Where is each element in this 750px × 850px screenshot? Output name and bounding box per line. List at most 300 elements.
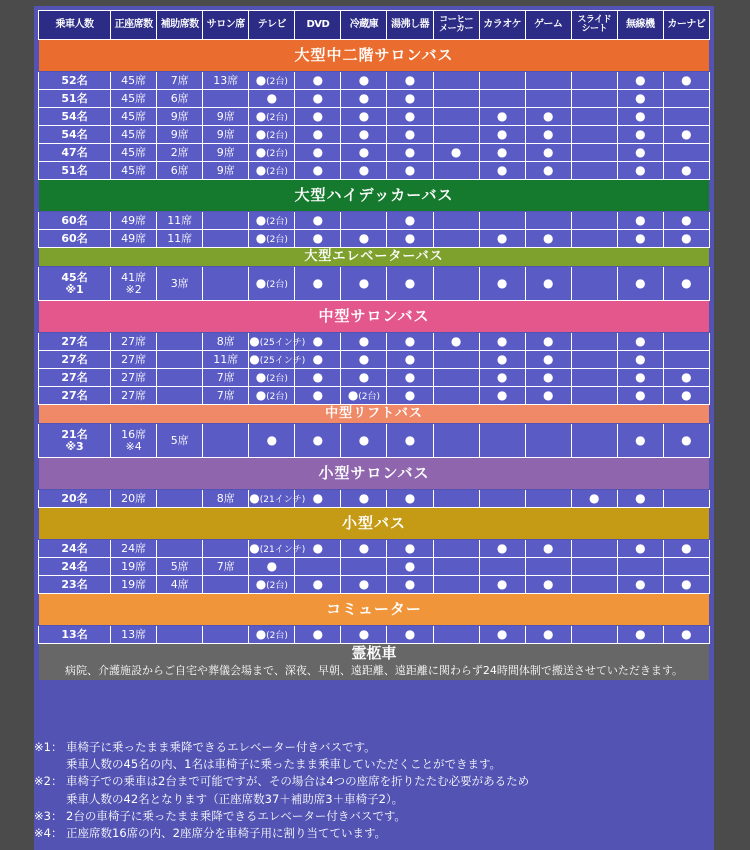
available-dot-icon: ● [312,627,324,642]
table-cell: 11席 [203,351,249,369]
table-cell [571,108,617,126]
table-cell [571,626,617,644]
table-cell [249,333,306,351]
column-header: 補助席数 [157,11,203,40]
table-cell [433,267,479,301]
table-cell [525,90,571,108]
table-cell [663,162,709,180]
table-cell [525,558,571,576]
section-title: 大型中二階サロンバス [39,40,710,72]
table-cell [433,333,479,351]
table-cell [571,369,617,387]
table-cell [387,351,433,369]
table-cell [433,72,479,90]
cell-note: (2台) [266,76,288,87]
table-cell [433,540,479,558]
table-cell [663,387,709,405]
table-cell: 51名 [39,162,111,180]
table-cell [433,212,479,230]
table-cell [479,72,525,90]
available-dot-icon: ● [358,231,370,246]
available-dot-icon: ● [635,213,646,228]
available-dot-icon: ● [404,491,416,506]
table-cell [571,490,617,508]
table-cell [203,90,249,108]
table-cell [571,387,617,405]
table-cell [203,424,249,458]
table-cell [663,212,709,230]
table-cell [433,90,479,108]
available-dot-icon: ● [255,212,267,227]
available-dot-icon: ● [312,145,324,160]
available-dot-icon: ● [681,213,692,228]
table-cell [341,540,387,558]
available-dot-icon: ● [255,275,267,290]
table-cell [617,626,663,644]
available-dot-icon: ● [358,91,370,106]
table-cell [295,387,341,405]
available-dot-icon: ● [681,541,692,556]
table-cell [433,144,479,162]
table-cell [433,230,479,248]
table-cell [249,230,295,248]
column-header: 湯沸し器 [387,11,433,40]
column-header: 冷蔵庫 [341,11,387,40]
table-cell [571,72,617,90]
cell-note: (21インチ) [259,544,306,555]
cell-note: (2台) [266,630,288,641]
table-cell [571,162,617,180]
bus-spec-panel [34,6,714,850]
column-header: スライド シート [571,11,617,40]
table-row [39,126,710,144]
table-cell [157,369,203,387]
footnote-text: 車椅子に乗ったまま乗降できるエレベーター付きバスです。 [66,740,376,754]
table-cell: 19席 [111,576,157,594]
available-dot-icon: ● [312,370,324,385]
available-dot-icon: ● [635,491,646,506]
available-dot-icon: ● [635,433,646,448]
table-cell [525,540,571,558]
cell-note: (25インチ) [259,355,306,366]
table-cell [479,387,525,405]
available-dot-icon: ● [542,577,554,592]
table-cell [249,108,295,126]
available-dot-icon: ● [542,163,554,178]
table-cell: 41席 ※2 [111,267,157,301]
table-cell [525,424,571,458]
available-dot-icon: ● [255,387,267,402]
table-cell: 27名 [39,369,111,387]
table-cell [663,72,709,90]
table-cell [479,369,525,387]
table-row [39,626,710,644]
available-dot-icon: ● [681,577,692,592]
available-dot-icon: ● [681,276,692,291]
available-dot-icon: ● [635,352,646,367]
table-cell [249,490,306,508]
cell-note: (25インチ) [259,337,306,348]
table-cell: 60名 [39,212,111,230]
available-dot-icon: ● [312,231,324,246]
table-row [39,267,710,301]
available-dot-icon: ● [635,577,646,592]
available-dot-icon: ● [404,163,416,178]
table-cell [249,162,295,180]
available-dot-icon: ● [542,370,554,385]
section-header [39,40,710,72]
available-dot-icon: ● [635,627,646,642]
available-dot-icon: ● [358,127,370,142]
available-dot-icon: ● [312,91,324,106]
available-dot-icon: ● [681,73,692,88]
cell-note: (2台) [358,391,381,402]
available-dot-icon: ● [255,72,267,87]
table-cell: 20名 [39,490,111,508]
available-dot-icon: ● [255,369,267,384]
table-cell: 16席 ※4 [111,424,157,458]
available-dot-icon: ● [635,370,646,385]
available-dot-icon: ● [681,433,692,448]
table-cell [617,267,663,301]
table-cell [663,230,709,248]
table-cell [571,351,617,369]
table-cell [571,333,617,351]
table-cell [157,490,203,508]
available-dot-icon: ● [542,541,554,556]
table-cell [525,230,571,248]
available-dot-icon: ● [312,276,324,291]
table-row [39,558,710,576]
available-dot-icon: ● [249,490,260,505]
table-cell [525,72,571,90]
table-cell: 24名 [39,558,111,576]
table-cell [479,558,525,576]
table-cell [663,626,709,644]
header-row [39,11,710,40]
table-row [39,424,710,458]
table-cell [433,424,479,458]
table-cell [525,333,571,351]
available-dot-icon: ● [681,231,692,246]
table-cell [341,558,387,576]
available-dot-icon: ● [347,387,359,402]
table-cell [341,333,387,351]
table-cell [525,387,571,405]
table-row [39,90,710,108]
table-cell: 9席 [203,126,249,144]
table-cell [249,626,295,644]
footnote-text: 正座席数16席の内、2座席分を車椅子用に割り当てています。 [66,826,387,841]
table-cell [663,108,709,126]
table-cell [157,351,203,369]
table-cell: 7席 [203,558,249,576]
table-cell: 9席 [203,108,249,126]
table-cell [479,490,525,508]
table-cell [295,230,341,248]
available-dot-icon: ● [404,231,416,246]
table-cell: 7席 [157,72,203,90]
table-cell [479,626,525,644]
available-dot-icon: ● [496,231,508,246]
table-cell [663,369,709,387]
available-dot-icon: ● [542,109,554,124]
available-dot-icon: ● [404,577,416,592]
available-dot-icon: ● [542,388,554,403]
table-cell: 13席 [203,72,249,90]
table-cell: 19席 [111,558,157,576]
available-dot-icon: ● [496,370,508,385]
column-header: 正座席数 [111,11,157,40]
available-dot-icon: ● [542,145,554,160]
section-header [39,301,710,333]
table-cell [663,540,709,558]
table-cell [525,351,571,369]
table-cell: 6席 [157,90,203,108]
available-dot-icon: ● [450,334,462,349]
table-cell: 45席 [111,108,157,126]
table-cell [525,576,571,594]
table-cell [525,490,571,508]
available-dot-icon: ● [266,559,278,574]
available-dot-icon: ● [404,213,416,228]
table-cell [663,558,709,576]
table-cell [433,351,479,369]
available-dot-icon: ● [358,352,370,367]
available-dot-icon: ● [635,163,646,178]
available-dot-icon: ● [681,370,692,385]
available-dot-icon: ● [358,491,370,506]
table-row [39,333,710,351]
available-dot-icon: ● [358,541,370,556]
table-cell: 21名 ※3 [39,424,111,458]
table-cell: 45名 ※1 [39,267,111,301]
footnote-mark: ※1： [34,740,63,754]
available-dot-icon: ● [404,145,416,160]
footnote-text: 乗車人数の42名となります（正座席数37＋補助席3＋車椅子2）。 [66,791,404,806]
table-cell [341,212,387,230]
column-header: 無線機 [617,11,663,40]
table-cell [525,144,571,162]
table-cell [663,351,709,369]
table-cell [387,267,433,301]
available-dot-icon: ● [404,352,416,367]
available-dot-icon: ● [404,559,416,574]
available-dot-icon: ● [542,334,554,349]
available-dot-icon: ● [255,108,267,123]
table-cell [295,72,341,90]
table-row [39,144,710,162]
table-cell [617,162,663,180]
table-cell [387,162,433,180]
table-row [39,108,710,126]
available-dot-icon: ● [358,577,370,592]
table-cell [341,387,387,405]
available-dot-icon: ● [542,231,554,246]
table-cell [341,626,387,644]
table-cell [249,90,295,108]
available-dot-icon: ● [358,334,370,349]
footnotes [34,739,714,842]
table-cell [295,576,341,594]
table-cell [249,212,295,230]
table-cell [341,162,387,180]
table-cell: 27名 [39,387,111,405]
available-dot-icon: ● [358,276,370,291]
table-cell [479,144,525,162]
table-cell [617,108,663,126]
column-header: カラオケ [479,11,525,40]
table-cell [571,558,617,576]
section-header [39,458,710,490]
available-dot-icon: ● [496,627,508,642]
table-cell: 45席 [111,72,157,90]
table-cell: 54名 [39,108,111,126]
available-dot-icon: ● [266,91,278,106]
table-cell [663,126,709,144]
available-dot-icon: ● [404,627,416,642]
table-cell [203,576,249,594]
table-cell [617,90,663,108]
footnote-line [34,825,714,842]
footnote-line [34,773,714,790]
available-dot-icon: ● [496,276,508,291]
available-dot-icon: ● [358,433,370,448]
table-cell [617,490,663,508]
available-dot-icon: ● [255,576,267,591]
table-cell [249,369,295,387]
table-cell [341,126,387,144]
table-cell [617,351,663,369]
section-header [39,180,710,212]
available-dot-icon: ● [635,127,646,142]
table-cell [249,576,295,594]
table-cell [525,126,571,144]
available-dot-icon: ● [312,73,324,88]
section-header [39,594,710,626]
table-cell: 5席 [157,424,203,458]
footnote-mark: ※3： [34,808,63,823]
table-cell: 49席 [111,212,157,230]
table-cell: 5席 [157,558,203,576]
table-cell [617,144,663,162]
table-row [39,540,710,558]
table-cell [571,90,617,108]
cell-note: (2台) [266,373,288,384]
available-dot-icon: ● [496,127,508,142]
table-cell: 7席 [203,369,249,387]
available-dot-icon: ● [404,91,416,106]
table-cell [341,490,387,508]
table-cell [387,108,433,126]
table-cell [617,126,663,144]
table-cell: 23名 [39,576,111,594]
column-header: 乗車人数 [39,11,111,40]
column-header: カーナビ [663,11,709,40]
column-header: コーヒー メーカー [433,11,479,40]
column-header: DVD [295,11,341,40]
hearse-cell [39,644,710,681]
table-cell: 52名 [39,72,111,90]
table-cell [249,72,295,90]
section-title: 小型サロンバス [39,458,710,490]
table-cell [479,424,525,458]
table-cell [571,267,617,301]
available-dot-icon: ● [635,388,646,403]
available-dot-icon: ● [312,127,324,142]
table-cell [341,90,387,108]
available-dot-icon: ● [249,333,260,348]
table-cell [387,230,433,248]
table-cell [617,540,663,558]
table-cell: 27席 [111,351,157,369]
table-cell [433,126,479,144]
table-cell [617,424,663,458]
table-cell [203,626,249,644]
table-cell [387,144,433,162]
cell-note: (2台) [266,216,288,227]
table-row [39,576,710,594]
available-dot-icon: ● [635,231,646,246]
footnote-text: 車椅子での乗車は2台まで可能ですが、その場合は4つの座席を折りたたむ必要があるため [66,774,530,789]
available-dot-icon: ● [312,577,324,592]
table-cell: 11席 [157,212,203,230]
table-cell [571,576,617,594]
table-cell [387,90,433,108]
table-cell [617,387,663,405]
table-cell: 27名 [39,351,111,369]
table-cell [571,424,617,458]
table-cell: 45席 [111,144,157,162]
section-header [39,405,710,424]
table-cell [249,424,295,458]
table-cell: 45席 [111,90,157,108]
table-cell [295,108,341,126]
available-dot-icon: ● [496,334,508,349]
available-dot-icon: ● [635,541,646,556]
table-cell [479,540,525,558]
table-cell [295,212,341,230]
table-cell [479,351,525,369]
table-cell [663,267,709,301]
cell-note: (2台) [266,234,288,245]
footnote-mark: ※2： [34,774,63,789]
table-cell [663,576,709,594]
available-dot-icon: ● [635,276,646,291]
column-header: サロン席 [203,11,249,40]
available-dot-icon: ● [358,163,370,178]
table-cell [479,333,525,351]
table-cell [387,72,433,90]
table-cell [295,558,341,576]
cell-note: (2台) [266,166,288,177]
table-cell [479,90,525,108]
available-dot-icon: ● [635,91,646,106]
table-cell [387,126,433,144]
column-header: ゲーム [525,11,571,40]
table-cell [249,558,295,576]
table-cell [387,424,433,458]
available-dot-icon: ● [681,163,692,178]
available-dot-icon: ● [312,388,324,403]
table-cell [295,424,341,458]
table-cell [387,626,433,644]
table-cell [295,126,341,144]
table-cell: 2席 [157,144,203,162]
footnote-line [34,756,714,773]
table-cell: 9席 [157,126,203,144]
available-dot-icon: ● [496,388,508,403]
